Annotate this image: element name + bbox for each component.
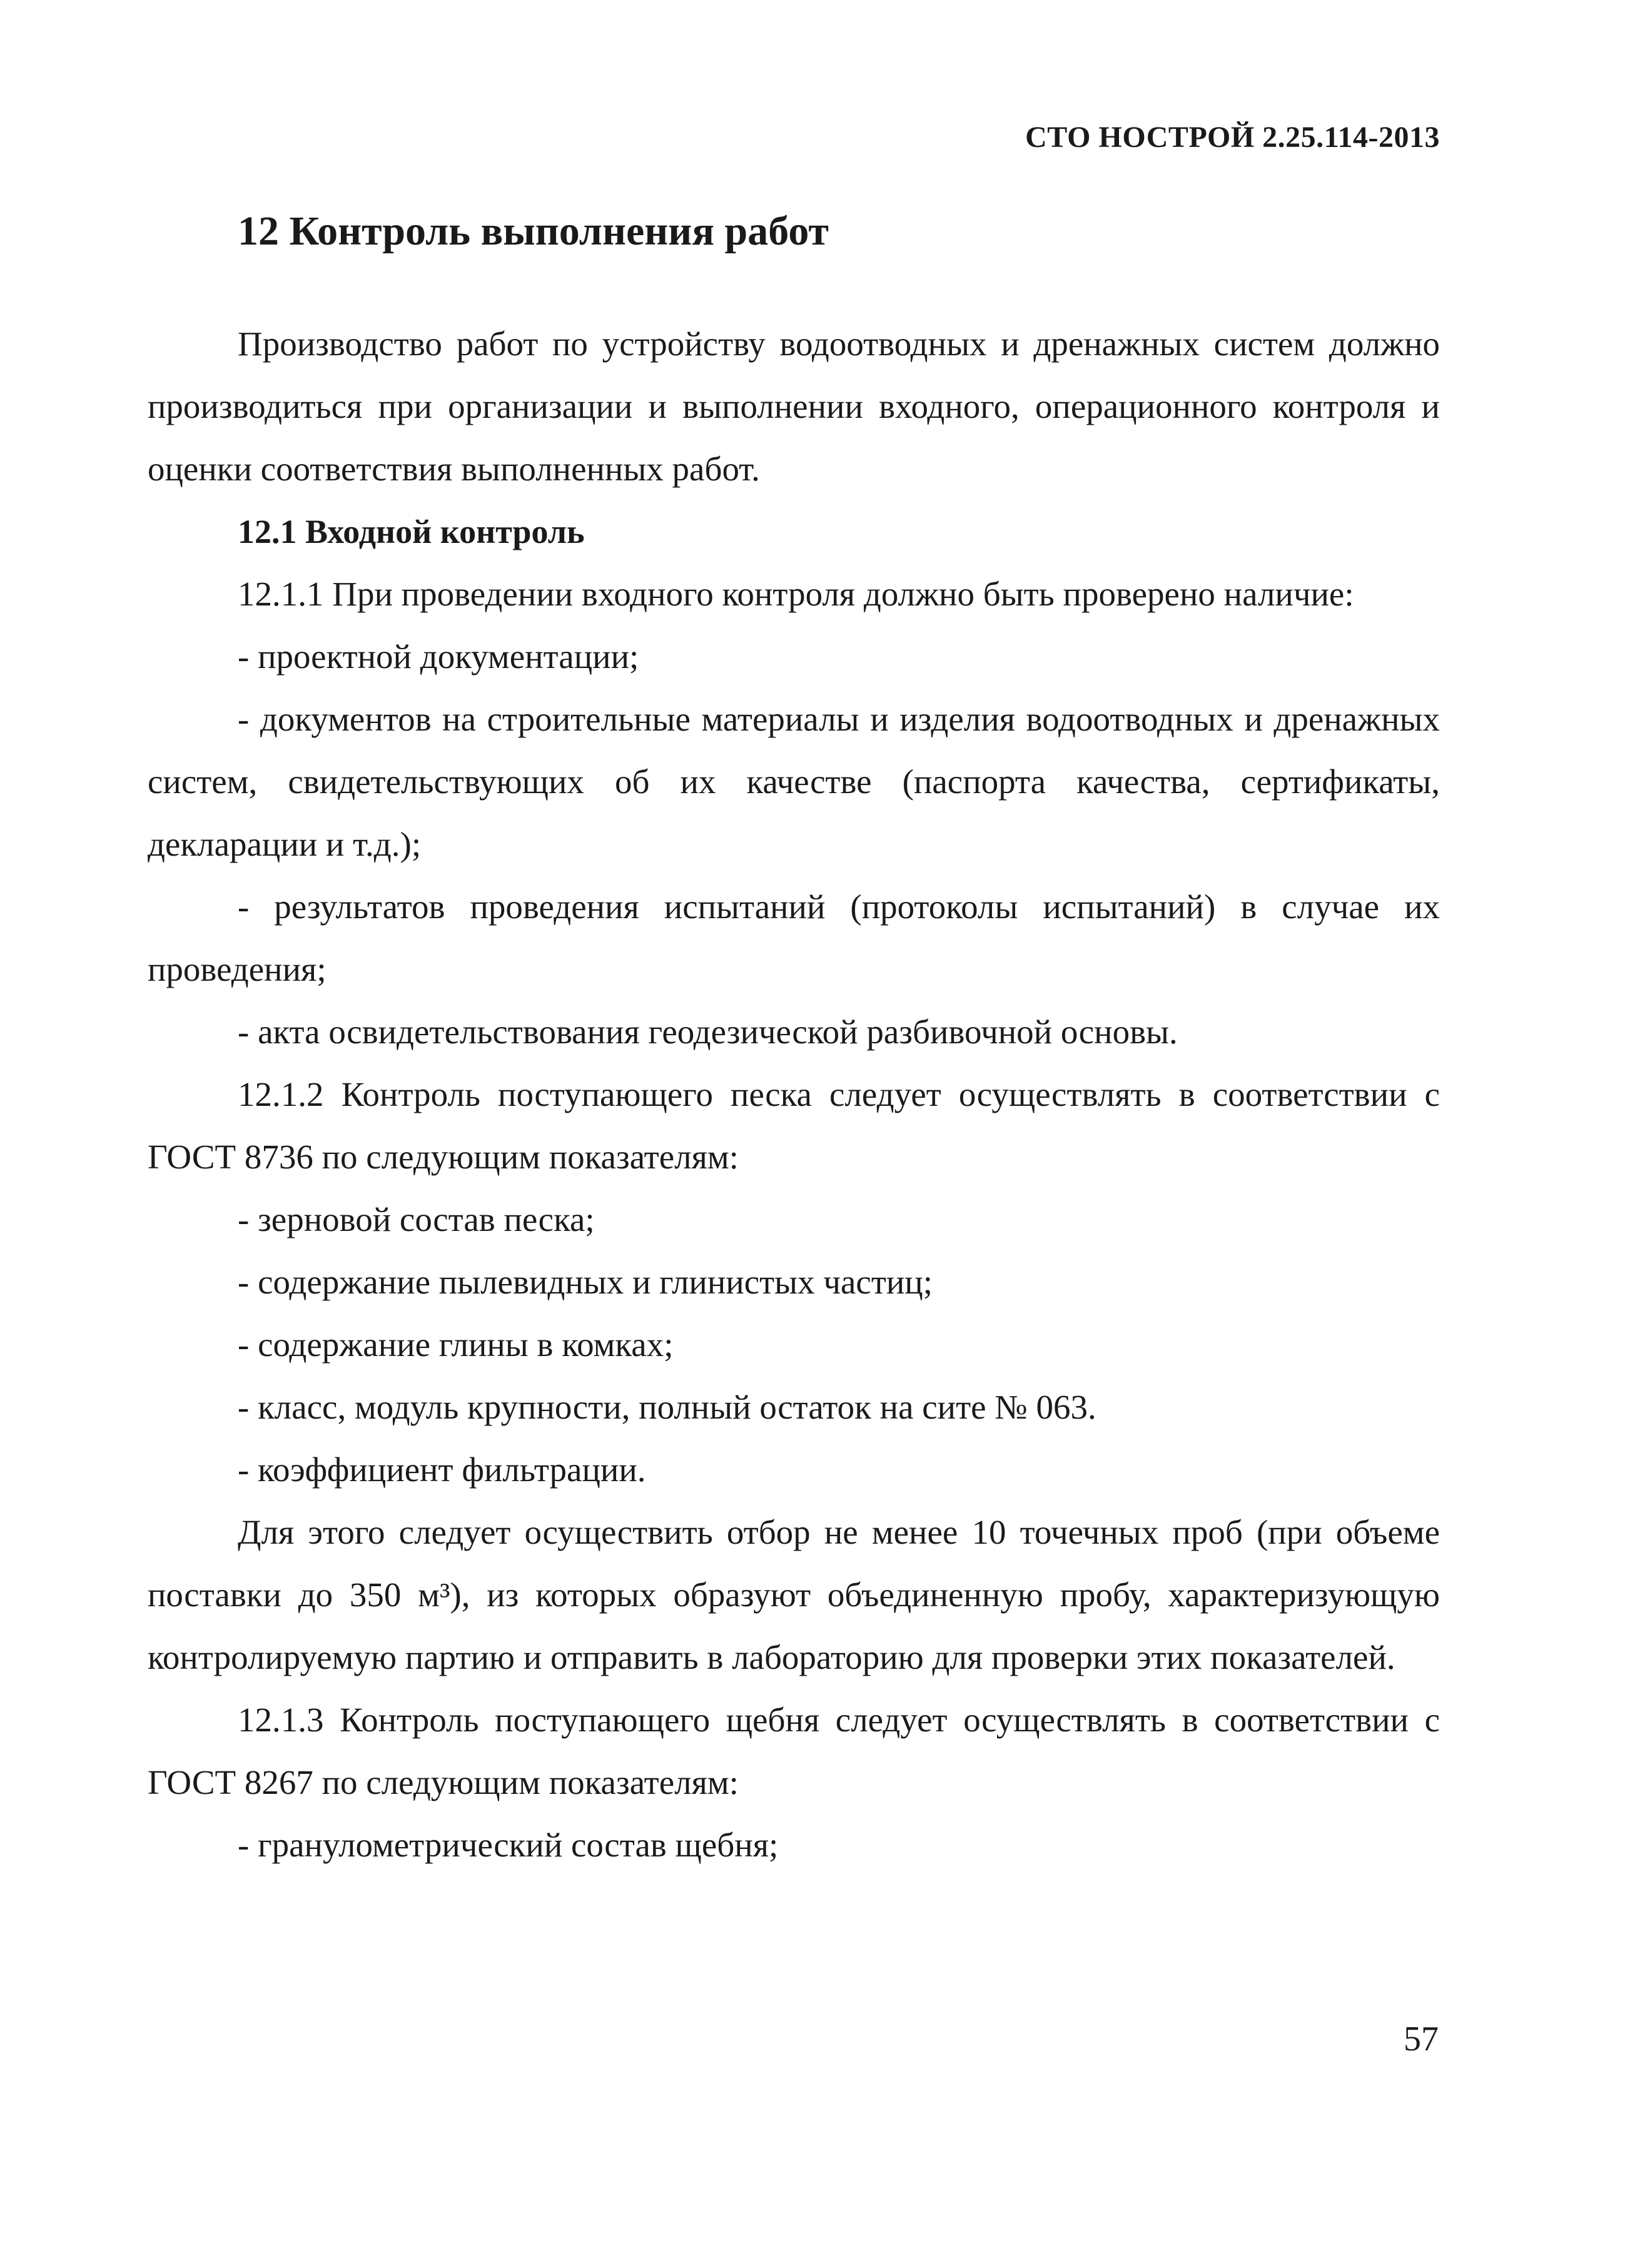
sampling-paragraph: Для этого следует осуществить отбор не менее 10 точечных проб (при объеме поставки до 350 м³), из которых образуют объединенную пробу, характеризующую контролируемую партию и отправить в лабораторию для проверки этих показателей.: [148, 1513, 1440, 1676]
list-item: - зерновой состав песка;: [238, 1200, 595, 1238]
paragraph-12-1-2: 12.1.2 Контроль поступающего песка следует осуществлять в соответствии с ГОСТ 8736 по следующим показателям:: [148, 1075, 1440, 1176]
list-item: - акта освидетельствования геодезической разбивочной основы.: [238, 1013, 1178, 1051]
paragraph-12-1-1: 12.1.1 При проведении входного контроля должно быть проверено наличие:: [238, 575, 1354, 613]
list-item: - документов на строительные материалы и изделия водоотводных и дренажных систем, свидетельствующих об их качестве (паспорта качества, сертификаты, декларации и т.д.);: [148, 700, 1440, 863]
list-item: - результатов проведения испытаний (протоколы испытаний) в случае их проведения;: [148, 888, 1440, 988]
list-item: - гранулометрический состав щебня;: [238, 1826, 779, 1864]
list-item: - коэффициент фильтрации.: [238, 1450, 646, 1489]
section-title: 12 Контроль выполнения работ: [238, 208, 829, 254]
intro-paragraph: Производство работ по устройству водоотводных и дренажных систем должно производиться при организации и выполнении входного, операционного контроля и оценки соответствия выполненных работ.: [148, 325, 1440, 488]
document-code-header: СТО НОСТРОЙ 2.25.114-2013: [1025, 121, 1440, 154]
page-number: 57: [1404, 2020, 1439, 2058]
list-item: - класс, модуль крупности, полный остаток на сите № 063.: [238, 1388, 1096, 1426]
paragraph-12-1-3: 12.1.3 Контроль поступающего щебня следует осуществлять в соответствии с ГОСТ 8267 по следующим показателям:: [148, 1701, 1440, 1801]
list-item: - содержание глины в комках;: [238, 1325, 674, 1364]
list-item: - содержание пылевидных и глинистых частиц;: [238, 1263, 933, 1301]
subsection-title: 12.1 Входной контроль: [238, 513, 585, 550]
list-item: - проектной документации;: [238, 637, 639, 676]
document-body: [148, 313, 1440, 1876]
